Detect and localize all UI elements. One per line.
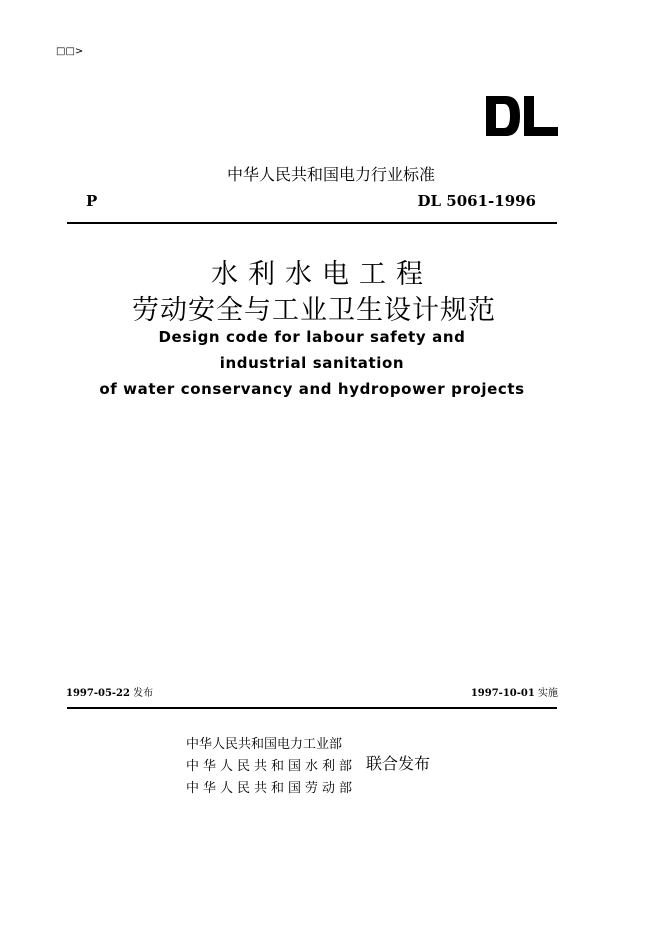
dl-logo-letter-d	[486, 96, 520, 136]
implement-date-block	[471, 684, 558, 699]
bottom-divider	[67, 707, 557, 709]
dl-logo-letter-l	[524, 96, 558, 136]
category-code: P	[86, 192, 98, 210]
issuer-labour-ministry: 中华人民共和国劳动部	[186, 781, 357, 796]
title-cn-line-1: 水利水电工程	[211, 259, 433, 290]
issue-date: 1997-05-22	[66, 688, 130, 699]
agency-title: 中华人民共和国电力行业标准	[226, 165, 435, 184]
implement-label: 实施	[538, 688, 558, 699]
issue-label: 发布	[133, 688, 154, 699]
dl-logo	[486, 96, 558, 136]
corner-mark: □□>	[56, 46, 84, 57]
title-en-line-3: of water conservancy and hydropower projects	[99, 380, 525, 398]
issuer-electric-power-ministry: 中华人民共和国电力工业部	[186, 737, 343, 752]
top-divider	[67, 222, 557, 224]
implement-date: 1997-10-01	[470, 688, 535, 699]
title-cn-line-2: 劳动安全与工业卫生设计规范	[132, 295, 496, 326]
title-en-line-1: Design code for labour safety and	[158, 328, 466, 346]
issue-date-block	[66, 684, 153, 699]
standard-number: DL 5061-1996	[417, 192, 536, 210]
issuer-water-resources-ministry: 中华人民共和国水利部	[186, 759, 357, 774]
joint-release-label: 联合发布	[366, 754, 431, 773]
title-en-line-2: industrial sanitation	[219, 354, 405, 372]
issuer-list	[186, 734, 356, 800]
